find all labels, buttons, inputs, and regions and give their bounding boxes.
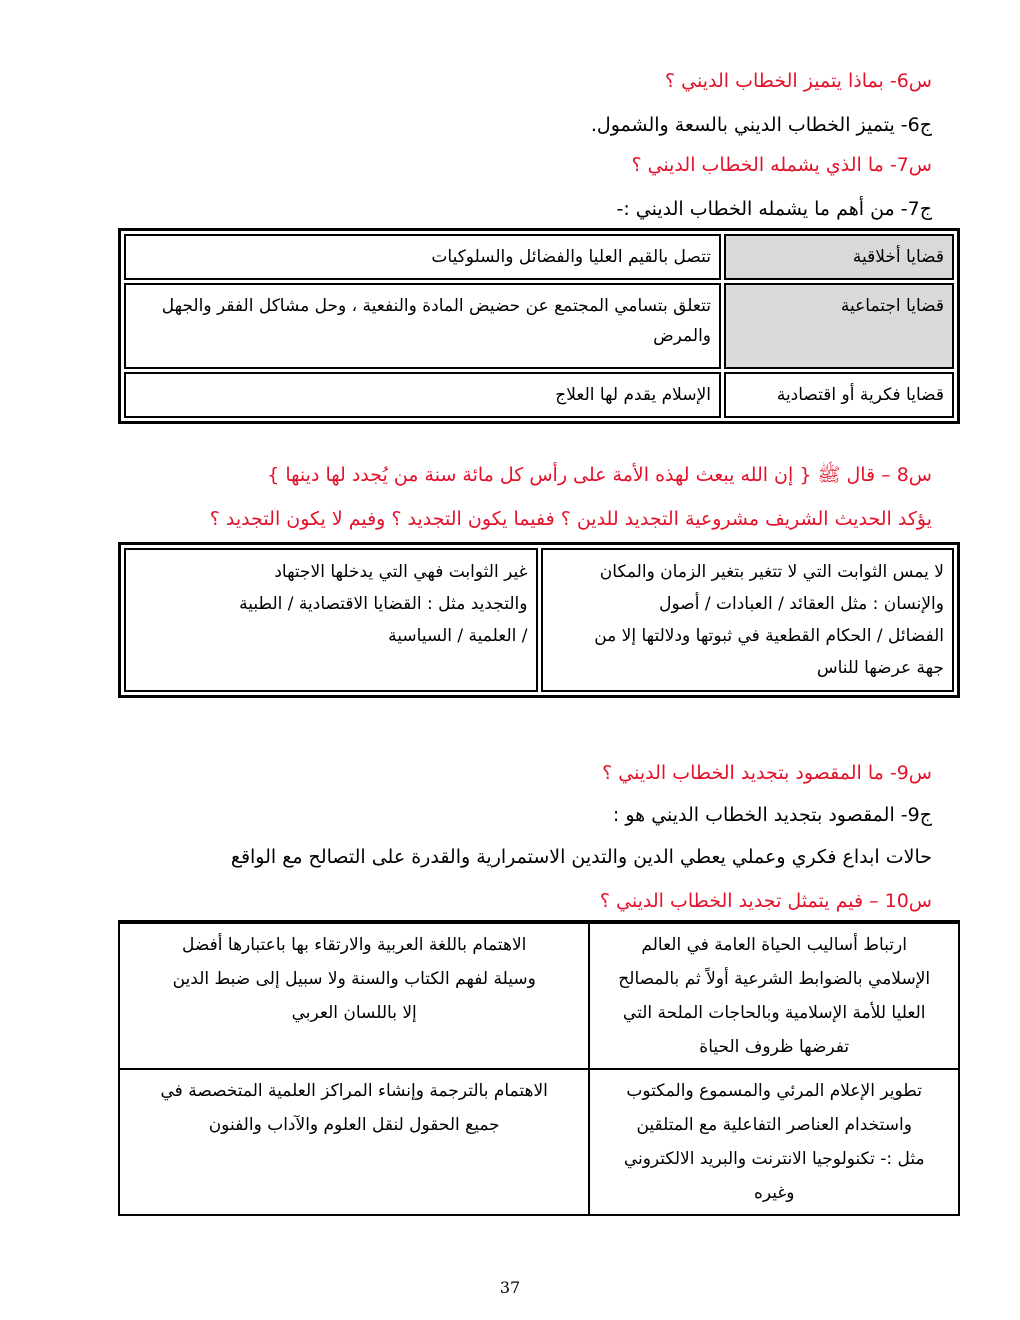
q10-cell-line: وغيره [753,1183,795,1203]
table-row [119,1069,959,1215]
q10-cell-line: العليا للأمة الإسلامية وبالحاجات الملحة التي [622,1003,926,1023]
q8-left-line: والتجديد مثل : القضايا الاقتصادية / الطبية [239,594,528,614]
q8-left-line: / العلمية / السياسية [388,626,528,646]
q7-desc-3: الإسلام يقدم لها العلاج [124,372,721,418]
q10-cell-line: وسيلة لفهم الكتاب والسنة ولا سبيل إلى ضبط الدين [172,969,536,989]
table-row [124,548,954,692]
q8-left-cell [124,548,538,692]
question-8-line2: يؤكد الحديث الشريف مشروعية التجديد للدين ؟ ففيما يكون التجديد ؟ وفيم لا يكون التجديد ؟ [209,508,932,530]
table-row [124,372,954,418]
answer-9-intro: ج9- المقصود بتجديد الخطاب الديني هو : [612,804,932,826]
q10-cell-2 [119,923,589,1069]
answer-6: ج6- يتميز الخطاب الديني بالسعة والشمول. [590,114,932,136]
q7-desc-1: تتصل بالقيم العليا والفضائل والسلوكيات [124,234,721,280]
q7-desc-2: تتعلق بتسامي المجتمع عن حضيض المادة والنفعية ، وحل مشاكل الفقر والجهل والمرض [124,283,721,369]
q10-cell-line: تفرضها ظروف الحياة [699,1037,850,1057]
q10-cell-line: الاهتمام باللغة العربية والارتقاء بها باعتبارها أفضل [182,935,527,955]
q10-cell-line: مثل :- تكنولوجيا الانترنت والبريد الالكتروني [623,1149,925,1169]
q10-cell-line: واستخدام العناصر التفاعلية مع المتلقين [636,1115,912,1135]
table-q7 [118,228,960,424]
q10-cell-line: جميع الحقول لنقل العلوم والآداب والفنون [208,1115,500,1135]
table-row [124,234,954,280]
q8-right-line: جهة عرضها للناس [816,658,944,678]
table-row [119,923,959,1069]
q10-cell-line: تطوير الإعلام المرئي والمسموع والمكتوب [626,1081,922,1101]
table-q8 [118,542,960,698]
answer-9: حالات ابداع فكري وعملي يعطي الدين والتدين الاستمرارية والقدرة على التصالح مع الواقع [230,846,932,868]
q10-cell-line: الاهتمام بالترجمة وإنشاء المراكز العلمية المتخصصة في [160,1081,548,1101]
q10-cell-line: إلا باللسان العربي [291,1003,417,1023]
q7-label-3: قضايا فكرية أو اقتصادية [724,372,954,418]
q8-right-line: والإنسان : مثل العقائد / العبادات / أصول [659,594,944,614]
question-8-line1: س8 – قال ﷺ { إن الله يبعث لهذه الأمة على رأس كل مائة سنة من يُجدد لها دينها } [267,464,932,486]
q8-left-line: غير الثوابت فهي التي يدخلها الاجتهاد [274,562,528,582]
q8-right-line: لا يمس الثوابت التي لا تتغير بتغير الزمان والمكان [599,562,944,582]
q7-label-2: قضايا اجتماعية [724,283,954,369]
question-9: س9- ما المقصود بتجديد الخطاب الديني ؟ [602,762,932,784]
question-7: س7- ما الذي يشمله الخطاب الديني ؟ [631,154,932,176]
q10-cell-line: الإسلامي بالضوابط الشرعية أولاً ثم بالمصالح [618,969,931,989]
table-q10 [118,920,960,1216]
q10-cell-4 [119,1069,589,1215]
answer-7-intro: ج7- من أهم ما يشمله الخطاب الديني :- [616,198,932,220]
q7-label-1: قضايا أخلاقية [724,234,954,280]
q10-cell-line: ارتباط أساليب الحياة العامة في العالم [641,935,907,955]
question-6: س6- بماذا يتميز الخطاب الديني ؟ [665,70,932,92]
q8-right-line: الفضائل / الحكام القطعية في ثبوتها ودلالتها إلا من [594,626,944,646]
page-number: 37 [499,1278,521,1297]
q10-cell-1 [589,923,959,1069]
q8-right-cell [541,548,955,692]
question-10: س10 – فيم يتمثل تجديد الخطاب الديني ؟ [599,890,932,912]
q10-cell-3 [589,1069,959,1215]
table-row [124,283,954,369]
